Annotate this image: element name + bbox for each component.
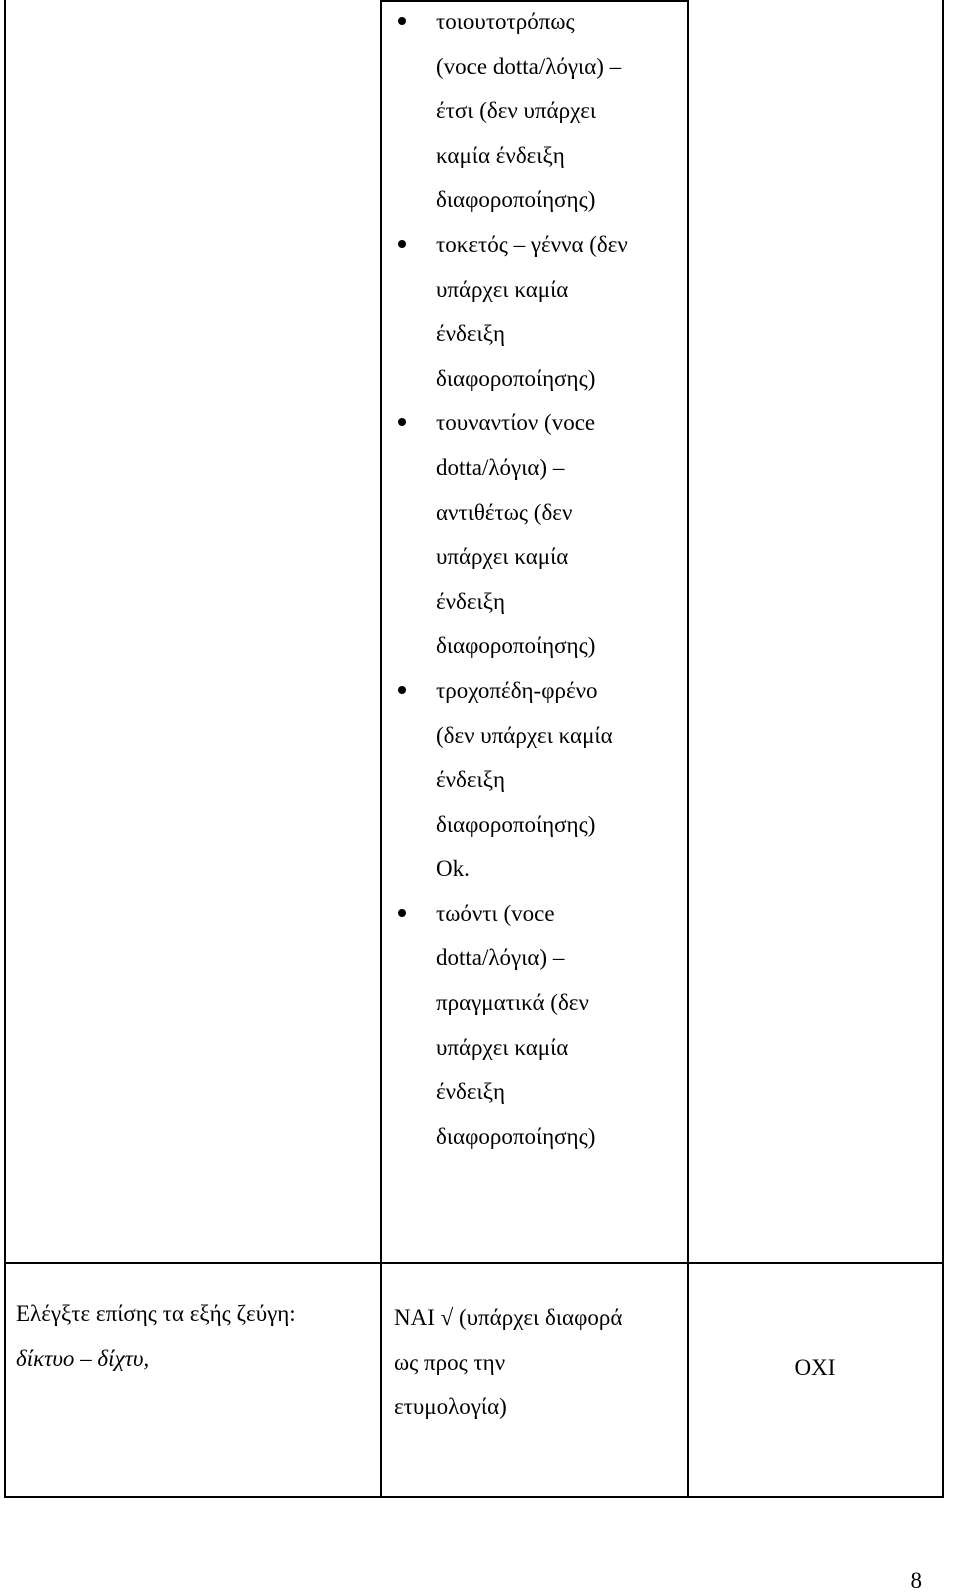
word-pair-item	[388, 669, 684, 892]
table-border-right	[942, 0, 944, 1498]
bullet-icon	[398, 686, 406, 694]
word-pair-line: διαφοροποίησης)	[436, 187, 596, 213]
word-pair-line: (δεν υπάρχει καμία	[436, 722, 613, 748]
word-pair-line: υπάρχει καμία	[436, 544, 569, 570]
word-pair-line: τωόντι (voce	[436, 900, 555, 926]
yes-answer-text-2: ως προς την	[394, 1349, 506, 1375]
table-border-col1	[380, 0, 382, 1498]
word-pair-line: διαφοροποίησης)	[436, 1123, 596, 1149]
question-cell	[16, 1292, 376, 1381]
document-table	[4, 0, 944, 1498]
table-border-bottom	[4, 1496, 944, 1498]
bullet-icon	[398, 17, 406, 25]
word-pair-line: dotta/λόγια) –	[436, 945, 565, 971]
word-pair-line: ένδειξη	[436, 588, 506, 614]
no-cell	[689, 1346, 941, 1391]
word-pair-line: τροχοπέδη-φρένο	[436, 677, 598, 703]
word-pair-line: διαφοροποίησης)	[436, 811, 596, 837]
table-border-col2	[687, 0, 689, 1498]
question-text: Ελέγξτε επίσης τα εξής ζεύγη:	[16, 1301, 296, 1326]
word-pair-line: Ok.	[436, 856, 470, 882]
word-pair-line: τοιουτοτρόπως	[436, 9, 575, 34]
word-pair-line: αντιθέτως (δεν	[436, 499, 573, 525]
word-pair-line: τουναντίον (voce	[436, 410, 596, 436]
yes-cell	[394, 1296, 686, 1430]
word-pair-line: υπάρχει καμία	[436, 1034, 569, 1060]
yes-answer-text-3: ετυμολογία)	[394, 1394, 507, 1420]
bullet-icon	[398, 240, 406, 248]
word-pairs-list	[388, 0, 684, 1159]
word-pair-line: ένδειξη	[436, 767, 506, 793]
word-pair-line: (voce dotta/λόγια) –	[436, 53, 622, 79]
word-pair-item	[388, 0, 684, 223]
word-pair-text: δίκτυο – δίχτυ,	[16, 1345, 150, 1371]
word-pair-line: ένδειξη	[436, 321, 506, 347]
table-row-divider	[4, 1262, 944, 1264]
bullet-icon	[398, 418, 406, 426]
word-pair-line: έτσι (δεν υπάρχει	[436, 98, 597, 124]
page-number: 8	[910, 1568, 922, 1593]
word-pairs-cell	[388, 0, 684, 1159]
bullet-icon	[398, 909, 406, 917]
word-pair-line: dotta/λόγια) –	[436, 454, 565, 480]
word-pair-line: καμία ένδειξη	[436, 142, 565, 168]
no-answer-text: ΟΧΙ	[794, 1355, 836, 1380]
word-pair-item	[388, 223, 684, 401]
word-pair-item	[388, 401, 684, 669]
word-pair-line: διαφοροποίησης)	[436, 365, 596, 391]
table-border-left	[4, 0, 6, 1498]
word-pair-line: πραγματικά (δεν	[436, 990, 589, 1016]
yes-answer-text: ΝΑΙ √ (υπάρχει διαφορά	[394, 1305, 623, 1330]
word-pair-line: υπάρχει καμία	[436, 276, 569, 302]
word-pair-line: τοκετός – γέννα (δεν	[436, 231, 628, 257]
word-pair-line: διαφοροποίησης)	[436, 633, 596, 659]
word-pair-item	[388, 892, 684, 1160]
word-pair-line: ένδειξη	[436, 1079, 506, 1105]
